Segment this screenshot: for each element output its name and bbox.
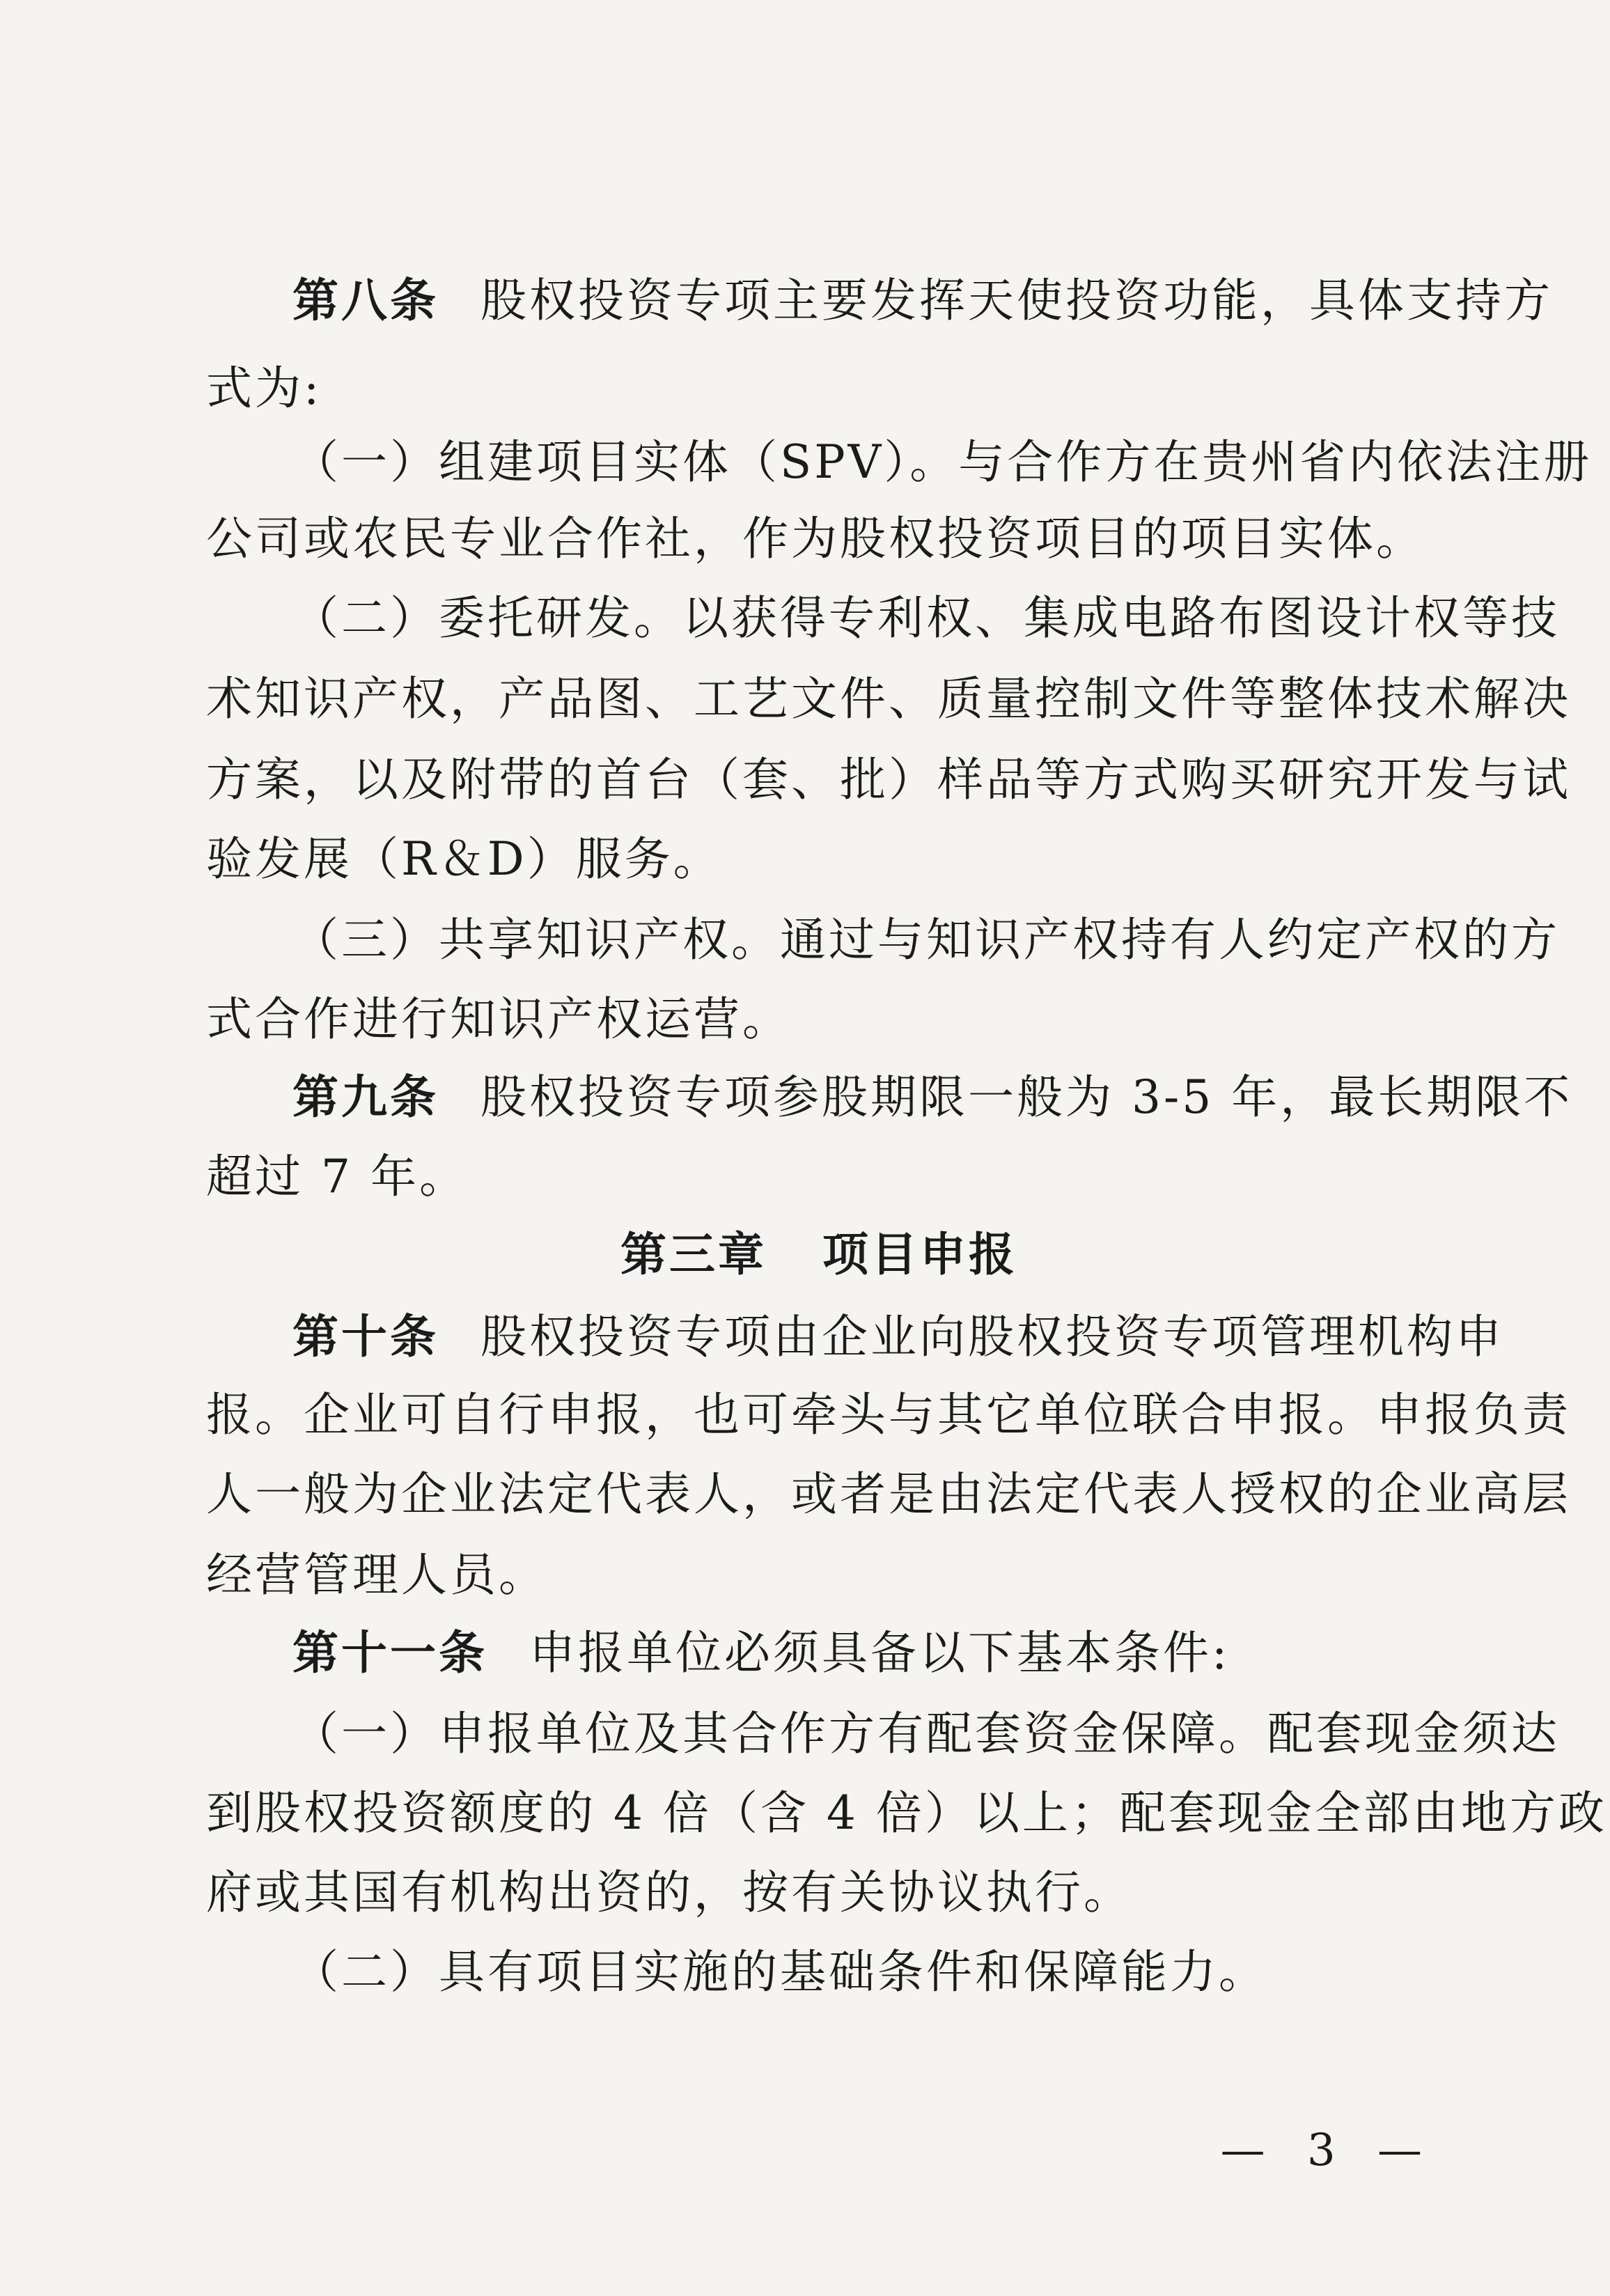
article-11-line-1: 第十一条 申报单位必须具备以下基本条件: xyxy=(292,1626,1230,1680)
article-8-line-2: 式为: xyxy=(206,361,322,415)
article-10-label: 第十条 xyxy=(292,1310,439,1364)
item-11-1-line-1: （一）申报单位及其合作方有配套资金保障。配套现金须达 xyxy=(292,1707,1560,1760)
item-8-2-line-2: 术知识产权，产品图、工艺文件、质量控制文件等整体技术解决 xyxy=(206,672,1571,726)
article-11-label: 第十一条 xyxy=(292,1626,487,1680)
article-10-line-3: 人一般为企业法定代表人，或者是由法定代表人授权的企业高层 xyxy=(206,1467,1571,1521)
item-8-3-line-2: 式合作进行知识产权运营。 xyxy=(206,992,791,1046)
article-10-line-2: 报。企业可自行申报，也可牵头与其它单位联合申报。申报负责 xyxy=(206,1388,1571,1442)
article-8-line-1: 第八条 股权投资专项主要发挥天使投资功能，具体支持方 xyxy=(292,274,1553,327)
item-8-1-line-1: （一）组建项目实体（SPV）。与合作方在贵州省内依法注册 xyxy=(292,435,1593,489)
item-11-1-line-3: 府或其国有机构出资的，按有关协议执行。 xyxy=(206,1866,1132,1919)
article-9-label: 第九条 xyxy=(292,1070,439,1124)
article-9-line-1: 第九条 股权投资专项参股期限一般为 3-5 年，最长期限不 xyxy=(292,1070,1573,1124)
article-9-line-2: 超过 7 年。 xyxy=(206,1150,468,1203)
item-11-1-line-2: 到股权投资额度的 4 倍（含 4 倍）以上；配套现金全部由地方政 xyxy=(206,1786,1607,1840)
article-10-line-1: 第十条 股权投资专项由企业向股权投资专项管理机构申 xyxy=(292,1310,1504,1364)
chapter-heading xyxy=(206,1227,1432,1283)
article-8-label: 第八条 xyxy=(292,274,439,327)
item-8-1-line-2: 公司或农民专业合作社，作为股权投资项目的项目实体。 xyxy=(206,512,1425,565)
item-8-2-line-1: （二）委托研发。以获得专利权、集成电路布图设计权等技 xyxy=(292,591,1560,645)
item-8-2-line-4: 验发展（R＆D）服务。 xyxy=(206,832,722,886)
article-10-line-4: 经营管理人员。 xyxy=(206,1548,547,1602)
item-11-2-line-1: （二）具有项目实施的基础条件和保障能力。 xyxy=(292,1945,1267,1999)
chapter-title: 项目申报 xyxy=(822,1228,1017,1281)
chapter-number: 第三章 xyxy=(620,1228,767,1281)
page-number: — 3 — xyxy=(1220,2125,1436,2176)
item-8-3-line-1: （三）共享知识产权。通过与知识产权持有人约定产权的方 xyxy=(292,913,1560,967)
item-8-2-line-3: 方案，以及附带的首台（套、批）样品等方式购买研究开发与试 xyxy=(206,753,1571,806)
